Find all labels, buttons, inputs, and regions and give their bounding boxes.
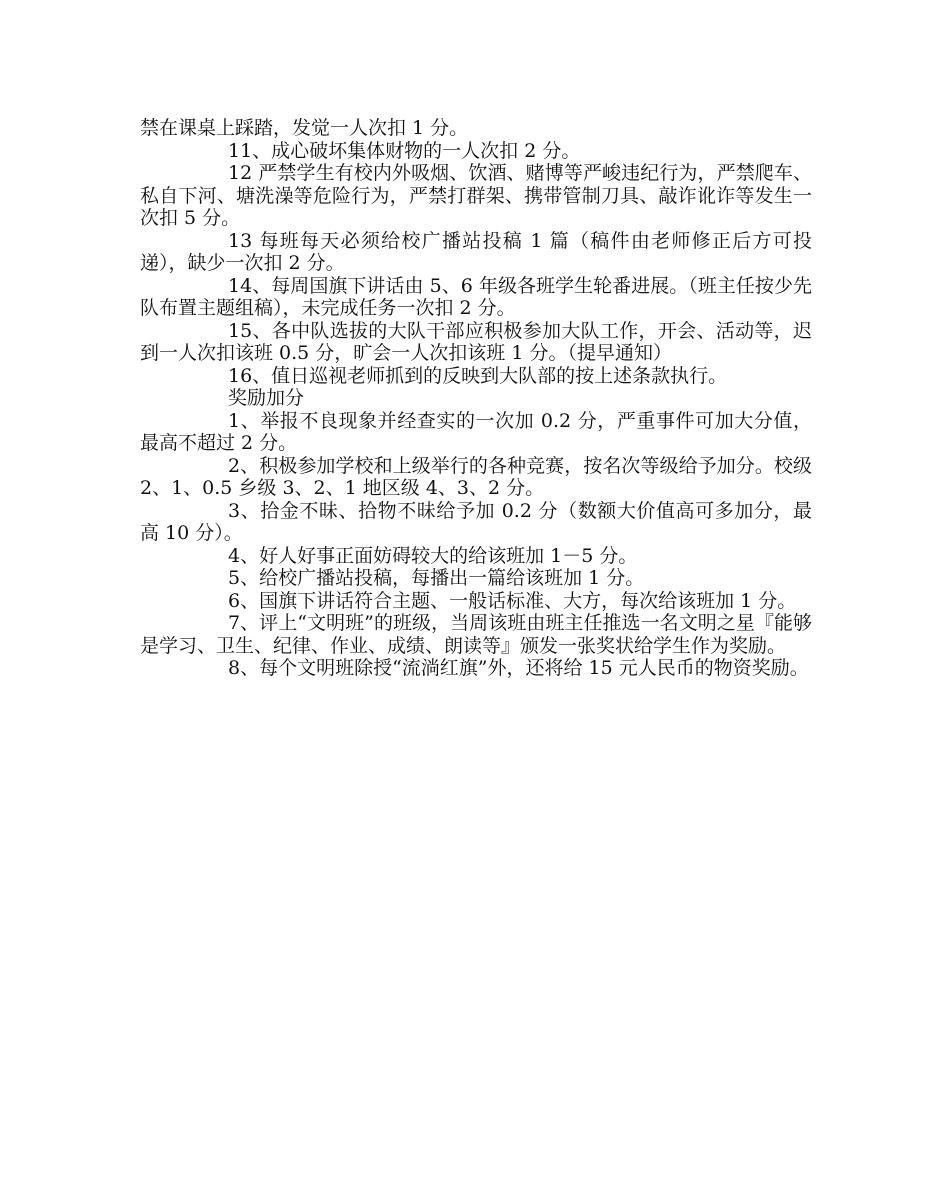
paragraph-rule-14: 14、每周国旗下讲话由 5、6 年级各班学生轮番进展。（班主任按少先队布置主题组稿），未完成任务一次扣 2 分。 [140,274,812,319]
paragraph-reward-2: 2、积极参加学校和上级举行的各种竞赛，按名次等级给予加分。校级 2、1、0.5 乡级 3、2、1 地区级 4、3、2 分。 [140,454,812,499]
paragraph-reward-7: 7、评上“文明班”的班级，当周该班由班主任推选一名文明之星『能够是学习、卫生、纪律、作业、成绩、朗读等』颁发一张奖状给学生作为奖励。 [140,612,812,657]
paragraph-rule-15: 15、各中队选拔的大队干部应积极参加大队工作，开会、活动等，迟到一人次扣该班 0.5 分，旷会一人次扣该班 1 分。（提早通知） [140,319,812,364]
paragraph-rule-12: 12 严禁学生有校内外吸烟、饮酒、赌博等严峻违纪行为，严禁爬车、私自下河、塘洗澡等危险行为，严禁打群架、携带管制刀具、敲诈讹诈等发生一次扣 5 分。 [140,162,812,229]
paragraph-reward-4: 4、好人好事正面妨碍较大的给该班加 1－5 分。 [228,544,638,567]
paragraph-reward-1: 1、举报不良现象并经查实的一次加 0.2 分，严重事件可加大分值，最高不超过 2 分。 [140,409,812,454]
paragraph-rule-13: 13 每班每天必须给校广播站投稿 1 篇（稿件由老师修正后方可投递），缺少一次扣 2 分。 [140,229,812,274]
paragraph-reward-8: 8、每个文明班除授“流淌红旗”外，还将给 15 元人民币的物资奖励。 [228,657,809,679]
section-heading-rewards: 奖励加分 [228,387,305,409]
paragraph-rule-11: 11、成心破坏集体财物的一人次扣 2 分。 [228,139,581,162]
paragraph-reward-6: 6、国旗下讲话符合主题、一般话标准、大方，每次给该班加 1 分。 [228,589,797,612]
paragraph-reward-5: 5、给校广播站投稿，每播出一篇给该班加 1 分。 [228,567,645,589]
paragraph-rule-16: 16、值日巡视老师抓到的反映到大队部的按上述条款执行。 [228,364,728,387]
document-body [140,117,812,680]
paragraph-reward-3: 3、拾金不昧、拾物不昧给予加 0.2 分（数额大价值高可多加分，最高 10 分）。 [140,499,812,544]
paragraph-continuation: 禁在课桌上踩踏，发觉一人次扣 1 分。 [140,117,469,139]
